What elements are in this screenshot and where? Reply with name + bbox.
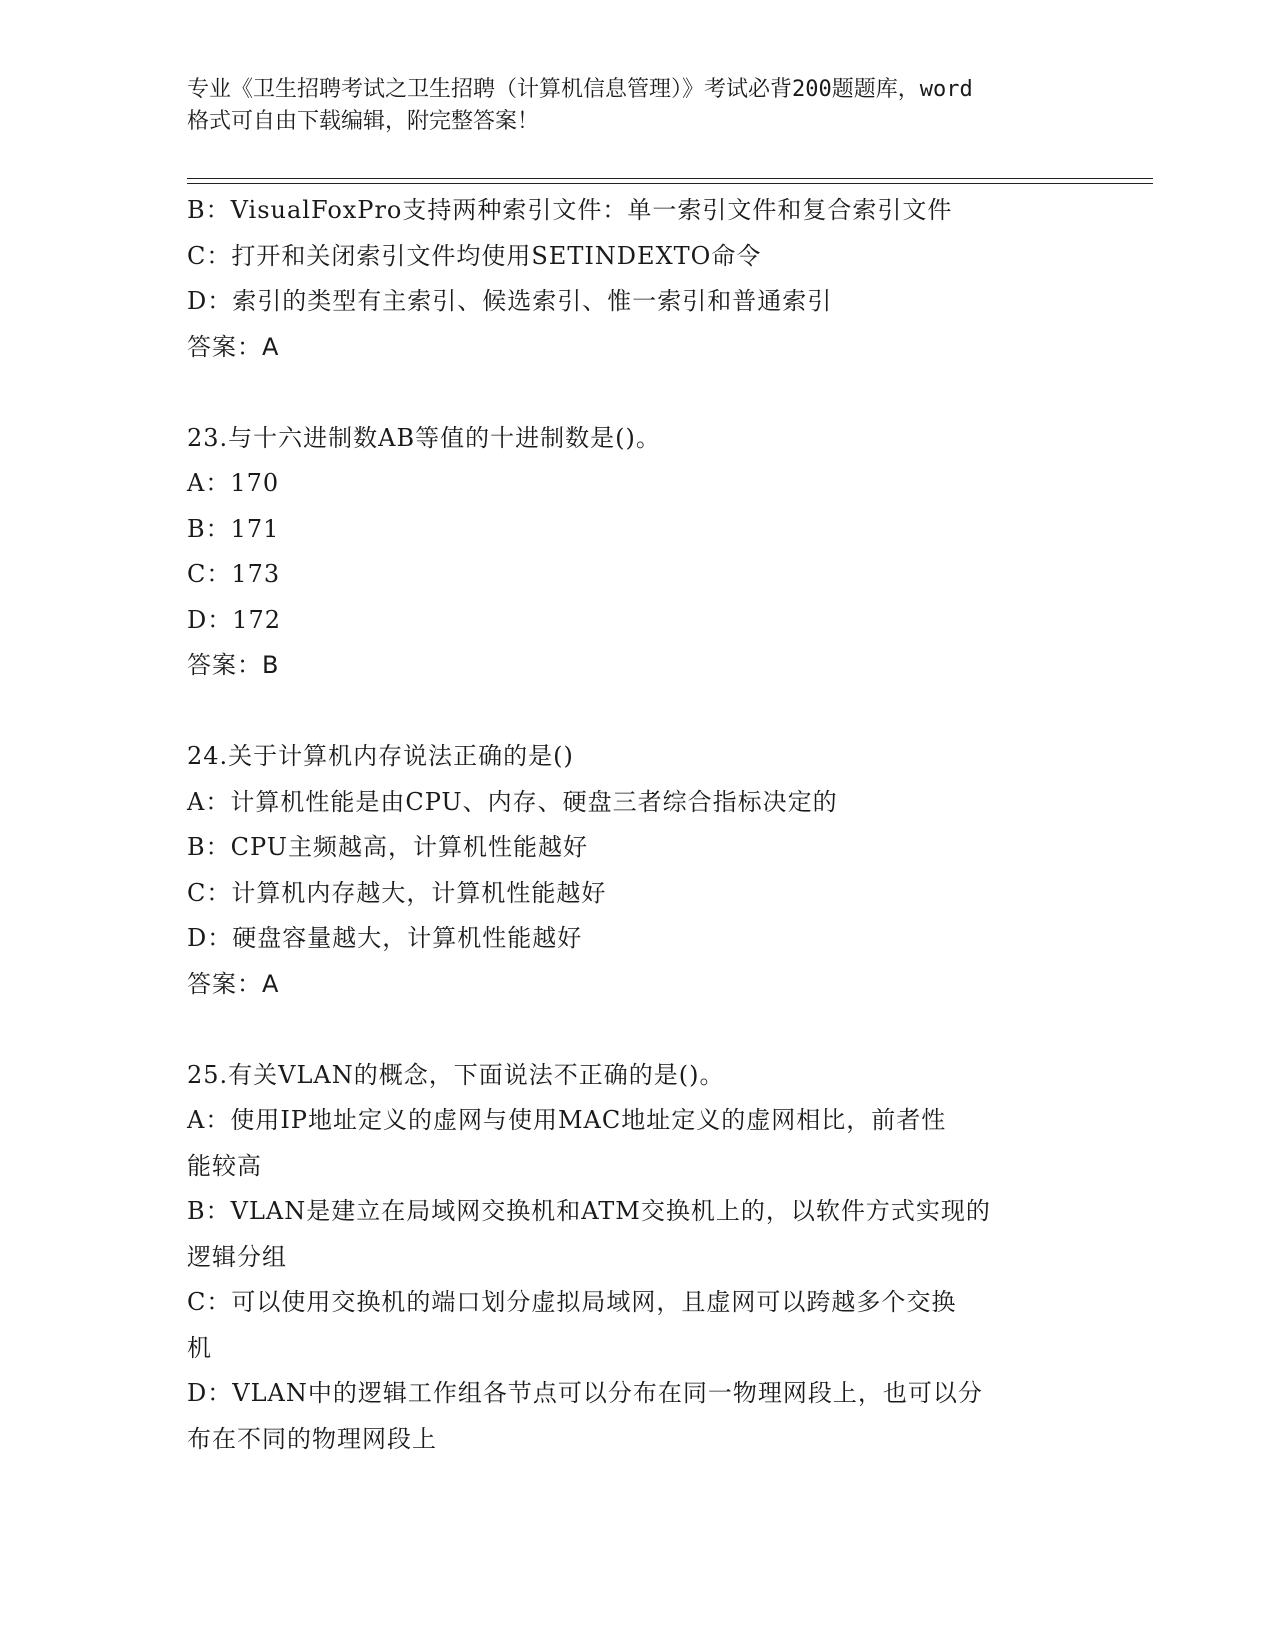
answer: 答案：A <box>187 969 280 998</box>
spacer <box>187 370 1087 416</box>
option-c-line-2: 机 <box>187 1333 212 1362</box>
answer: 答案：A <box>187 332 280 361</box>
option-b: B：CPU主频越高，计算机性能越好 <box>187 833 588 861</box>
option-c: C：173 <box>187 560 281 588</box>
option-c: C：打开和关闭索引文件均使用SETINDEXTO命令 <box>187 241 762 270</box>
option-a-line-1: A：使用IP地址定义的虚网与使用MAC地址定义的虚网相比，前者性 <box>187 1106 947 1134</box>
option-b-line-1: B：VLAN是建立在局域网交换机和ATM交换机上的，以软件方式实现的 <box>187 1197 991 1225</box>
document-header <box>187 74 1087 138</box>
header-line-1: 专业《卫生招聘考试之卫生招聘（计算机信息管理）》考试必背200题题库，word <box>187 77 973 102</box>
option-a-line-2: 能较高 <box>187 1151 262 1180</box>
question-24 <box>187 734 1087 1007</box>
option-d: D：172 <box>187 605 282 634</box>
option-a: A：170 <box>187 469 280 497</box>
option-d: D：硬盘容量越大，计算机性能越好 <box>187 924 583 952</box>
option-a: A：计算机性能是由CPU、内存、硬盘三者综合指标决定的 <box>187 787 838 816</box>
header-divider-top <box>187 178 1153 179</box>
question-text: 23.与十六进制数AB等值的十进制数是()。 <box>187 423 661 452</box>
option-c: C：计算机内存越大，计算机性能越好 <box>187 878 607 907</box>
question-23 <box>187 416 1087 689</box>
question-text: 25.有关VLAN的概念，下面说法不正确的是()。 <box>187 1060 725 1089</box>
question-25 <box>187 1053 1087 1463</box>
option-b: B：VisualFoxPro支持两种索引文件：单一索引文件和复合索引文件 <box>187 196 953 224</box>
option-d-line-2: 布在不同的物理网段上 <box>187 1424 437 1453</box>
option-c-line-1: C：可以使用交换机的端口划分虚拟局域网，且虚网可以跨越多个交换 <box>187 1288 957 1316</box>
header-line-2: 格式可自由下载编辑，附完整答案！ <box>187 109 540 134</box>
spacer <box>187 1007 1087 1053</box>
question-text: 24.关于计算机内存说法正确的是() <box>187 742 574 770</box>
option-d-line-1: D：VLAN中的逻辑工作组各节点可以分布在同一物理网段上，也可以分 <box>187 1379 983 1407</box>
spacer <box>187 689 1087 735</box>
document-body <box>187 188 1087 1462</box>
option-d: D：索引的类型有主索引、候选索引、惟一索引和普通索引 <box>187 287 833 315</box>
option-b-line-2: 逻辑分组 <box>187 1242 287 1271</box>
answer: 答案：B <box>187 651 280 679</box>
question-22-tail <box>187 188 1087 370</box>
option-b: B：171 <box>187 514 280 543</box>
header-divider-bottom <box>187 183 1153 184</box>
